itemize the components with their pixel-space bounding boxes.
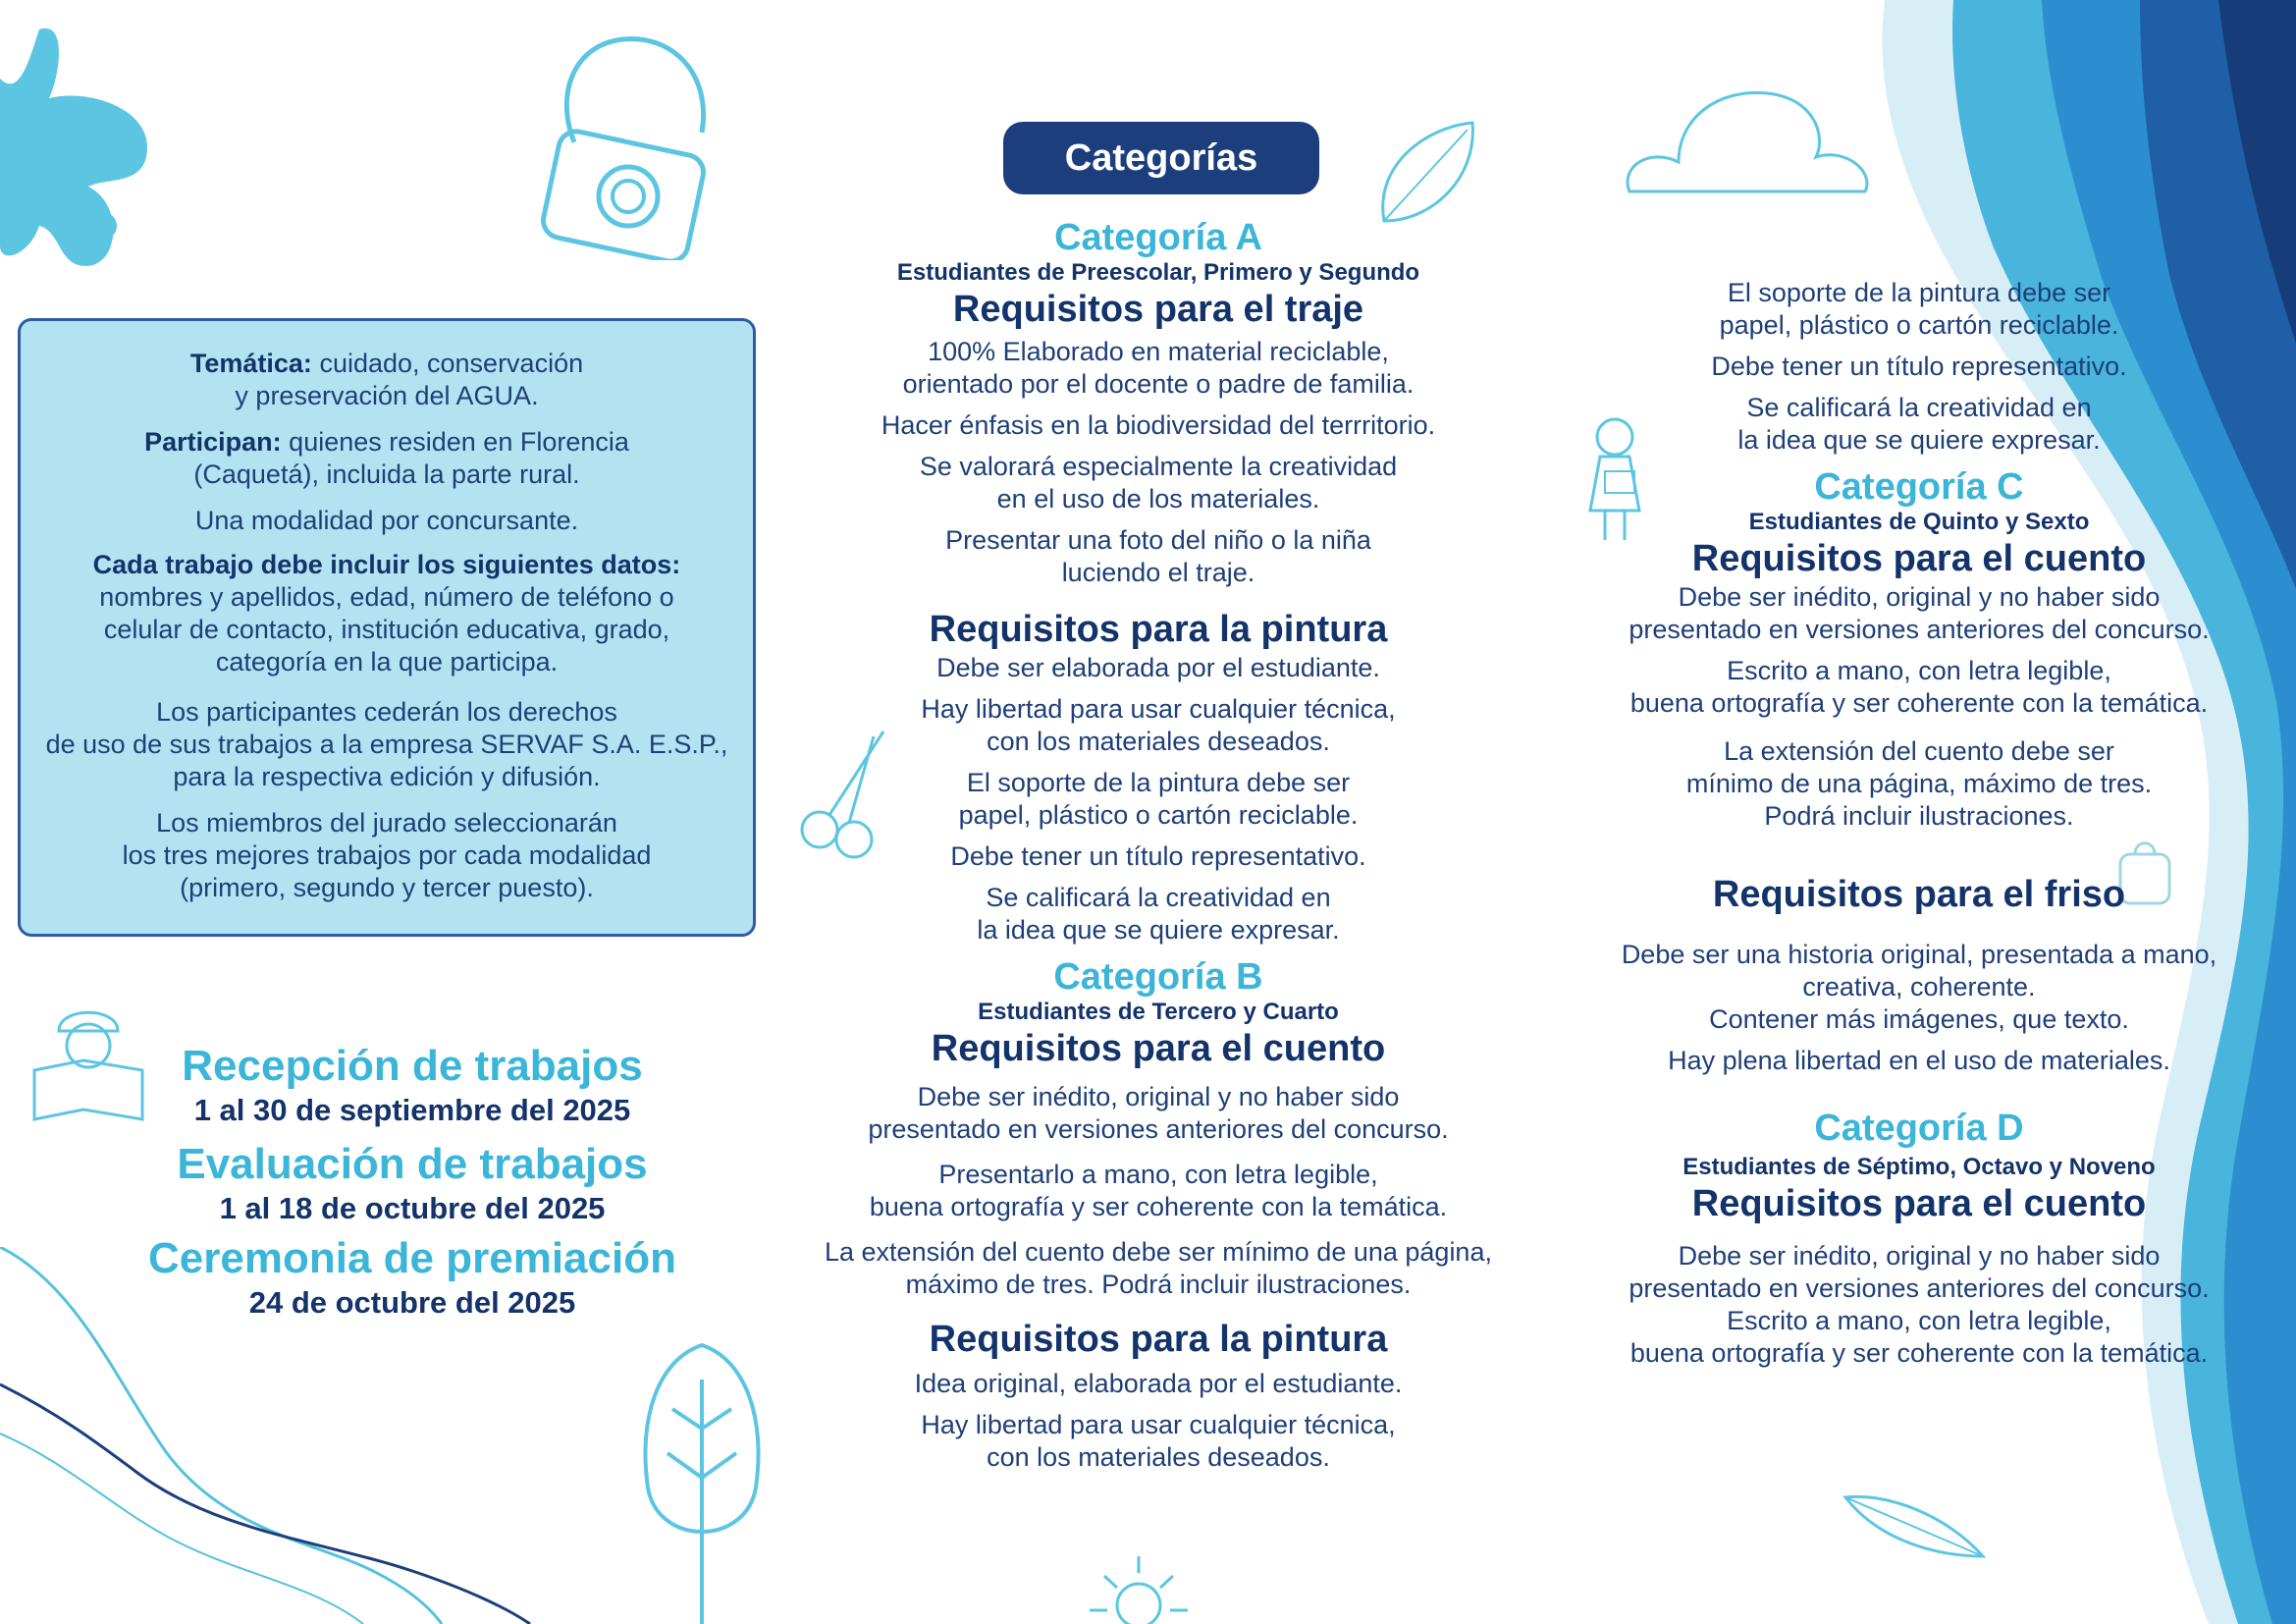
cuento-c-item: La extensión del cuento debe ser mínimo de una página, máximo de tres. Podrá incluir ilustraciones. <box>1685 736 2153 831</box>
cuento-d-item: Debe ser inédito, original y no haber sido presentado en versiones anteriores del concurso. Escrito a mano, con letra legible, buena ortografía y ser coherente con la temática. <box>1629 1241 2210 1368</box>
cat-c-title: Categoría C <box>1814 466 2024 508</box>
tree-icon <box>638 1340 766 1624</box>
cat-d-cuento-title: Requisitos para el cuento <box>1691 1183 2147 1224</box>
cat-a-subtitle: Estudiantes de Preescolar, Primero y Segundo <box>896 259 1420 286</box>
cat-c-cuento-title: Requisitos para el cuento <box>1691 538 2147 579</box>
traje-item: Hacer énfasis en la biodiversidad del terrritorio. <box>881 410 1436 440</box>
cat-d-title: Categoría D <box>1814 1108 2024 1149</box>
derechos-block: Los participantes cederán los derechos de uso de sus trabajos a la empresa SERVAF S.A. E.S.P., para la respectiva edición y difusión. <box>45 697 728 791</box>
cuento-item: Presentarlo a mano, con letra legible, buena ortografía y ser coherente con la temática. <box>869 1160 1448 1221</box>
right-column <box>1571 277 2268 1379</box>
cloud-icon <box>1620 79 1875 206</box>
datos-block: Cada trabajo debe incluir los siguientes datos: nombres y apellidos, edad, número de teléfono o celular de contacto, institución educativa, grado, categoría en la que participa. <box>92 550 681 677</box>
cat-a-pintura-title: Requisitos para la pintura <box>929 609 1388 650</box>
pintura-item: Hay libertad para usar cualquier técnica, con los materiales deseados. <box>921 694 1396 756</box>
feather-icon <box>1841 1488 1988 1566</box>
recepcion-title: Recepción de trabajos <box>182 1042 643 1090</box>
cat-b-cuento-title: Requisitos para el cuento <box>931 1028 1386 1069</box>
cat-b-title: Categoría B <box>1053 956 1263 998</box>
tematica-label: Temática: <box>189 349 312 378</box>
cat-a-traje-title: Requisitos para el traje <box>952 289 1364 330</box>
right-top-item: Debe tener un título representativo. <box>1711 352 2127 381</box>
pintura-item: Se calificará la creatividad en la idea que se quiere expresar. <box>977 883 1340 945</box>
pintura-b-item: Hay libertad para usar cualquier técnica, con los materiales deseados. <box>921 1410 1396 1472</box>
cat-c-subtitle: Estudiantes de Quinto y Sexto <box>1748 509 2090 535</box>
right-top-item: El soporte de la pintura debe ser papel, plástico o cartón reciclable. <box>1719 278 2119 340</box>
pintura-b-item: Idea original, elaborada por el estudiante. <box>914 1369 1403 1398</box>
sun-icon <box>1090 1551 1188 1624</box>
info-box <box>18 318 756 937</box>
cat-b-pintura-title: Requisitos para la pintura <box>929 1319 1388 1360</box>
traje-item: Se valorará especialmente la creatividad en el uso de los materiales. <box>919 452 1398 514</box>
participan-label: Participan: <box>144 427 282 457</box>
cat-b-subtitle: Estudiantes de Tercero y Cuarto <box>978 999 1339 1025</box>
categorias-header: Categorías <box>1003 122 1319 194</box>
dates-section <box>88 1041 736 1322</box>
friso-item: Debe ser una historia original, presentada a mano, creativa, coherente. Contener más imágenes, que texto. <box>1621 940 2217 1034</box>
recepcion-date: 1 al 30 de septiembre del 2025 <box>193 1093 631 1127</box>
cuento-item: La extensión del cuento debe ser mínimo de una página, máximo de tres. Podrá incluir ilustraciones. <box>825 1237 1492 1299</box>
water-splash-icon <box>0 20 167 285</box>
leaf-icon <box>1374 118 1482 231</box>
tematica-block: Temática: cuidado, conservación y preservación del AGUA. <box>189 349 584 410</box>
evaluacion-title: Evaluación de trabajos <box>177 1140 648 1188</box>
jurado-block: Los miembros del jurado seleccionarán los tres mejores trabajos por cada modalidad (primero, segundo y tercer puesto). <box>122 808 652 902</box>
cat-a-title: Categoría A <box>1054 217 1262 258</box>
cuento-item: Debe ser inédito, original y no haber sido presentado en versiones anteriores del concurso. <box>868 1082 1449 1144</box>
cuento-c-item: Debe ser inédito, original y no haber sido presentado en versiones anteriores del concurso. <box>1629 582 2210 644</box>
ceremonia-title: Ceremonia de premiación <box>148 1234 676 1282</box>
ceremonia-date: 24 de octubre del 2025 <box>248 1285 576 1320</box>
traje-item: Presentar una foto del niño o la niña luciendo el traje. <box>945 525 1371 587</box>
pintura-item: El soporte de la pintura debe ser papel, plástico o cartón reciclable. <box>958 768 1359 830</box>
right-top-item: Se calificará la creatividad en la idea que se quiere expresar. <box>1737 393 2101 455</box>
traje-item: 100% Elaborado en material reciclable, orientado por el docente o padre de familia. <box>902 337 1415 399</box>
datos-label: Cada trabajo debe incluir los siguientes datos: <box>92 550 681 579</box>
modalidad-text: Una modalidad por concursante. <box>194 506 579 535</box>
evaluacion-date: 1 al 18 de octubre del 2025 <box>219 1191 606 1225</box>
friso-item: Hay plena libertad en el uso de materiales. <box>1668 1046 2170 1075</box>
cuento-c-item: Escrito a mano, con letra legible, buena ortografía y ser coherente con la temática. <box>1629 656 2209 718</box>
cat-c-friso-title: Requisitos para el friso <box>1712 874 2126 915</box>
cat-d-subtitle: Estudiantes de Séptimo, Octavo y Noveno <box>1682 1154 2156 1180</box>
pintura-item: Debe ser elaborada por el estudiante. <box>936 653 1380 682</box>
camera-icon <box>535 34 721 260</box>
middle-column <box>766 216 1551 1483</box>
pintura-item: Debe tener un título representativo. <box>950 841 1366 871</box>
participan-block: Participan: quienes residen en Florencia (Caquetá), incluida la parte rural. <box>144 427 629 489</box>
